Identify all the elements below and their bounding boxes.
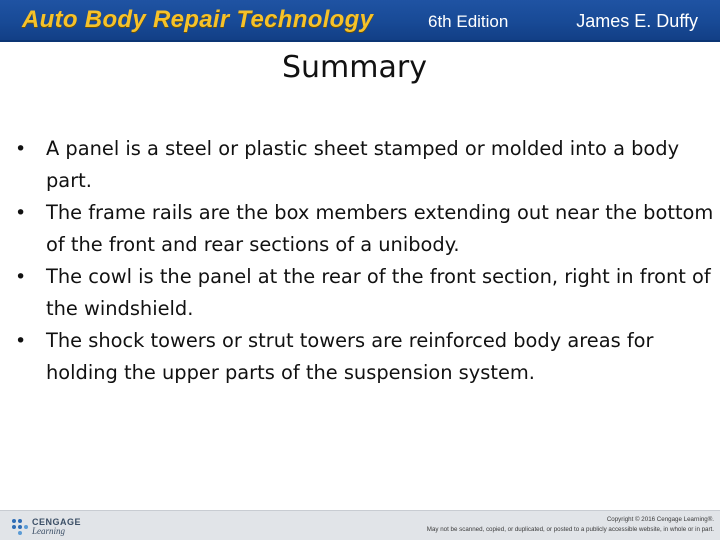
footer-bar bbox=[0, 510, 720, 540]
bullet-dot-icon: • bbox=[15, 330, 27, 352]
bullet-dot-icon: • bbox=[15, 266, 27, 288]
bullet-item bbox=[15, 133, 715, 197]
publisher-name: CENGAGE bbox=[32, 517, 82, 527]
copyright-line-1: Copyright © 2016 Cengage Learning®. bbox=[606, 516, 714, 523]
edition-label: 6th Edition bbox=[428, 12, 509, 31]
bullet-dot-icon: • bbox=[15, 202, 27, 224]
bullet-item bbox=[15, 261, 715, 325]
publisher-logo bbox=[10, 515, 88, 537]
publisher-subname: Learning bbox=[32, 526, 66, 536]
header-bar bbox=[0, 0, 720, 42]
bullet-text: The frame rails are the box members extending out near the bottom of the front and rear sections of a unibody. bbox=[46, 201, 714, 256]
cengage-logo-icon bbox=[10, 517, 30, 535]
bullet-list bbox=[15, 133, 715, 389]
copyright-line-2: May not be scanned, copied, or duplicated, or posted to a publicly accessible website, in whole or in part. bbox=[426, 526, 714, 533]
bullet-item bbox=[15, 325, 715, 389]
book-title: Auto Body Repair Technology bbox=[22, 6, 374, 33]
bullet-text: The cowl is the panel at the rear of the front section, right in front of the windshield. bbox=[46, 265, 711, 320]
slide-title: Summary bbox=[282, 50, 427, 85]
bullet-text: A panel is a steel or plastic sheet stamped or molded into a body part. bbox=[46, 137, 680, 192]
author-name: James E. Duffy bbox=[576, 11, 698, 31]
bullet-text: The shock towers or strut towers are reinforced body areas for holding the upper parts of the suspension system. bbox=[46, 329, 654, 384]
bullet-item bbox=[15, 197, 715, 261]
bullet-dot-icon: • bbox=[15, 138, 27, 160]
